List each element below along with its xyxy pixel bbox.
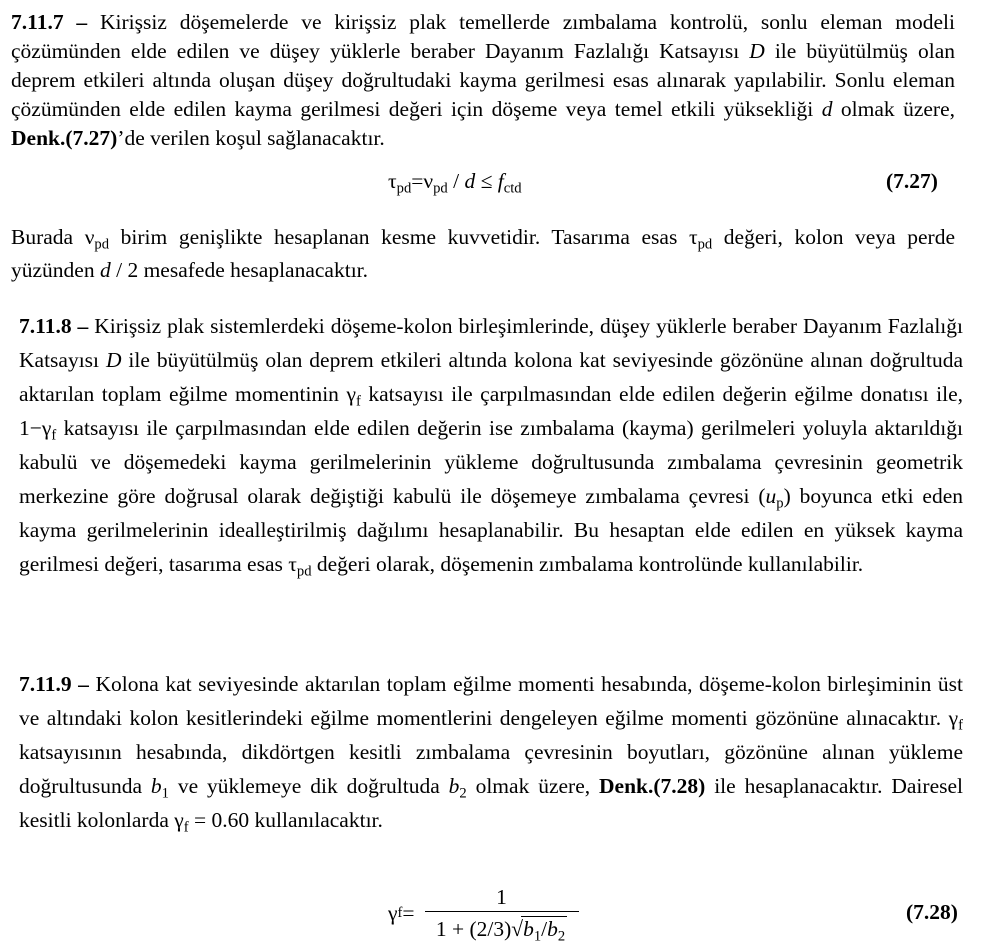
subscript: ctd — [503, 180, 522, 197]
paragraph-text: katsayısı ile çarpılmasından elde edilen değerin ise zımbalama (kayma) gerilmeleri yoluyla aktarıldığı kabulü ve döşemedeki kayma gerilmelerinin yükleme doğrultusunda zımbalama çevresinin geometrik merkezine göre doğrusal olarak değiştiği kabulü ile döşemeye zımbalama çevresi ( — [19, 416, 963, 508]
leq-sign: ≤ — [475, 169, 498, 193]
slash: / — [541, 916, 548, 941]
equation-number: (7.27) — [886, 169, 938, 193]
subscript: p — [776, 495, 784, 512]
symbol-b: b — [523, 916, 534, 941]
fraction — [425, 883, 579, 944]
divide-sign: / — [447, 169, 465, 193]
paragraph-text: ile hesaplanacaktır. Dairesel kesitli kolonlarda — [19, 774, 963, 832]
one-minus: 1− — [19, 416, 42, 440]
symbol-d: d — [821, 97, 833, 121]
symbol-d: d — [99, 258, 111, 282]
symbol-b: b — [547, 916, 558, 941]
fraction-half: / 2 — [110, 258, 139, 282]
equals-sign: = — [402, 900, 415, 925]
subscript: 1 — [533, 928, 542, 945]
paragraph-7-11-8 — [19, 309, 963, 581]
paragraph-text: birim genişlikte hesaplanan kesme kuvvetidir. Tasarıma esas — [109, 225, 689, 249]
symbol-gamma: γ — [388, 900, 398, 925]
subscript: f — [183, 819, 189, 836]
sqrt-sign: √ — [511, 916, 524, 941]
symbol-tau: τ — [388, 169, 397, 193]
paragraph-text: kullanılacaktır. — [249, 808, 383, 832]
paragraph-text: ile büyütülmüş olan deprem etkileri altında oluşan düşey doğrultudaki kayma gerilmesi esas alınarak yapılabilir. Sonlu eleman çözümünden elde edilen kayma gerilmesi değeri için döşeme veya temel etkili yüksekliği — [11, 39, 955, 121]
symbol-nu: ν — [84, 225, 95, 249]
symbol-b: b — [150, 774, 162, 798]
equation-value: = 0.60 — [188, 808, 250, 832]
subscript: f — [958, 717, 963, 734]
equation-7-28 — [0, 878, 981, 948]
paragraph-text: Burada — [11, 225, 85, 249]
paragraph-text: Kirişsiz plak sistemlerdeki döşeme-kolon birleşimlerinde, düşey yüklerle beraber Dayanım Fazlalığı Katsayısı — [19, 314, 963, 372]
subscript: f — [355, 393, 361, 410]
paragraph-text: ) boyunca etki eden kayma gerilmelerinin idealleştirilmiş dağılımı hesaplanabilir. Bu hesaptan elde edilen en yüksek kayma gerilmesi değeri, tasarıma esas — [19, 484, 963, 576]
equation-reference: Denk.(7.27) — [11, 126, 118, 150]
subscript: pd — [94, 236, 110, 253]
paragraph-text: değeri, kolon veya perde yüzünden — [11, 225, 955, 282]
symbol-D: D — [749, 39, 765, 63]
paragraph-text: Kirişsiz döşemelerde ve kirişsiz plak temellerde zımbalama kontrolü, sonlu eleman modeli çözümünden elde edilen ve düşey yüklerle beraber Dayanım Fazlalığı Katsayısı — [11, 10, 955, 63]
section-number: 7.11.8 – — [19, 314, 89, 338]
paragraph-text: katsayısının hesabında, dikdörtgen kesitli zımbalama çevresinin boyutları, gözönüne alınan yükleme doğrultusunda — [19, 740, 963, 798]
equation-7-27 — [0, 167, 981, 201]
symbol-u: u — [765, 484, 777, 508]
fraction-numerator: 1 — [496, 884, 507, 909]
paragraph-text: ve yüklemeye dik doğrultuda — [168, 774, 449, 798]
paragraph-text: mesafede hesaplanacaktır. — [138, 258, 369, 282]
paragraph-7-11-7 — [11, 8, 955, 153]
symbol-tau: τ — [688, 225, 698, 249]
paragraph-7-11-9 — [19, 667, 963, 837]
equation-body — [388, 167, 522, 196]
subscript: pd — [396, 180, 412, 197]
fraction-denominator — [434, 912, 569, 944]
equation-number: (7.28) — [906, 900, 958, 924]
paragraph-text: olmak üzere, — [832, 97, 955, 121]
subscript: pd — [296, 563, 312, 580]
symbol-gamma: γ — [948, 706, 959, 730]
symbol-tau: τ — [288, 552, 297, 576]
paragraph-text: değeri olarak, döşemenin zımbalama kontrolünde kullanılabilir. — [311, 552, 864, 576]
subscript: 2 — [459, 785, 467, 802]
paragraph-text: olmak üzere, — [466, 774, 600, 798]
subscript: 1 — [161, 785, 169, 802]
symbol-d: d — [464, 169, 476, 193]
paragraph-burada — [11, 221, 955, 287]
symbol-gamma: γ — [346, 382, 356, 406]
subscript: 2 — [557, 928, 566, 945]
section-number: 7.11.9 – — [19, 672, 89, 696]
subscript: pd — [433, 180, 448, 197]
equation-reference: Denk.(7.28) — [599, 774, 706, 798]
sqrt-radicand — [521, 916, 567, 945]
paragraph-text: katsayısı ile çarpılmasından elde edilen değerin eğilme donatısı ile, — [360, 382, 963, 406]
subscript: f — [51, 427, 57, 444]
symbol-gamma: γ — [174, 808, 184, 832]
paragraph-text: ’de verilen koşul sağlanacaktır. — [117, 126, 385, 150]
symbol-f: f — [497, 169, 504, 193]
equals-sign: = — [411, 169, 424, 193]
symbol-nu: ν — [423, 169, 434, 193]
symbol-b: b — [448, 774, 460, 798]
symbol-gamma: γ — [41, 416, 52, 440]
equation-body: γ f = $\frac{1}{1 + (2/3)√b_1/b_2}$ — [388, 878, 579, 948]
paragraph-text: Kolona kat seviyesinde aktarılan toplam eğilme momenti hesabında, döşeme-kolon birleşiminin üst ve altındaki kolon kesitlerindeki eğilme momentlerini dengeleyen eğilme momenti gözönüne alınacaktır. — [19, 672, 963, 730]
symbol-D: D — [105, 348, 122, 372]
denominator-prefix: 1 + (2/3) — [435, 916, 512, 941]
paragraph-text: ile büyütülmüş olan deprem etkileri altında kolona kat seviyesinde gözönüne alınan doğrultuda aktarılan toplam eğilme momentinin — [19, 348, 963, 406]
subscript: pd — [697, 236, 713, 253]
section-number: 7.11.7 – — [11, 10, 88, 34]
